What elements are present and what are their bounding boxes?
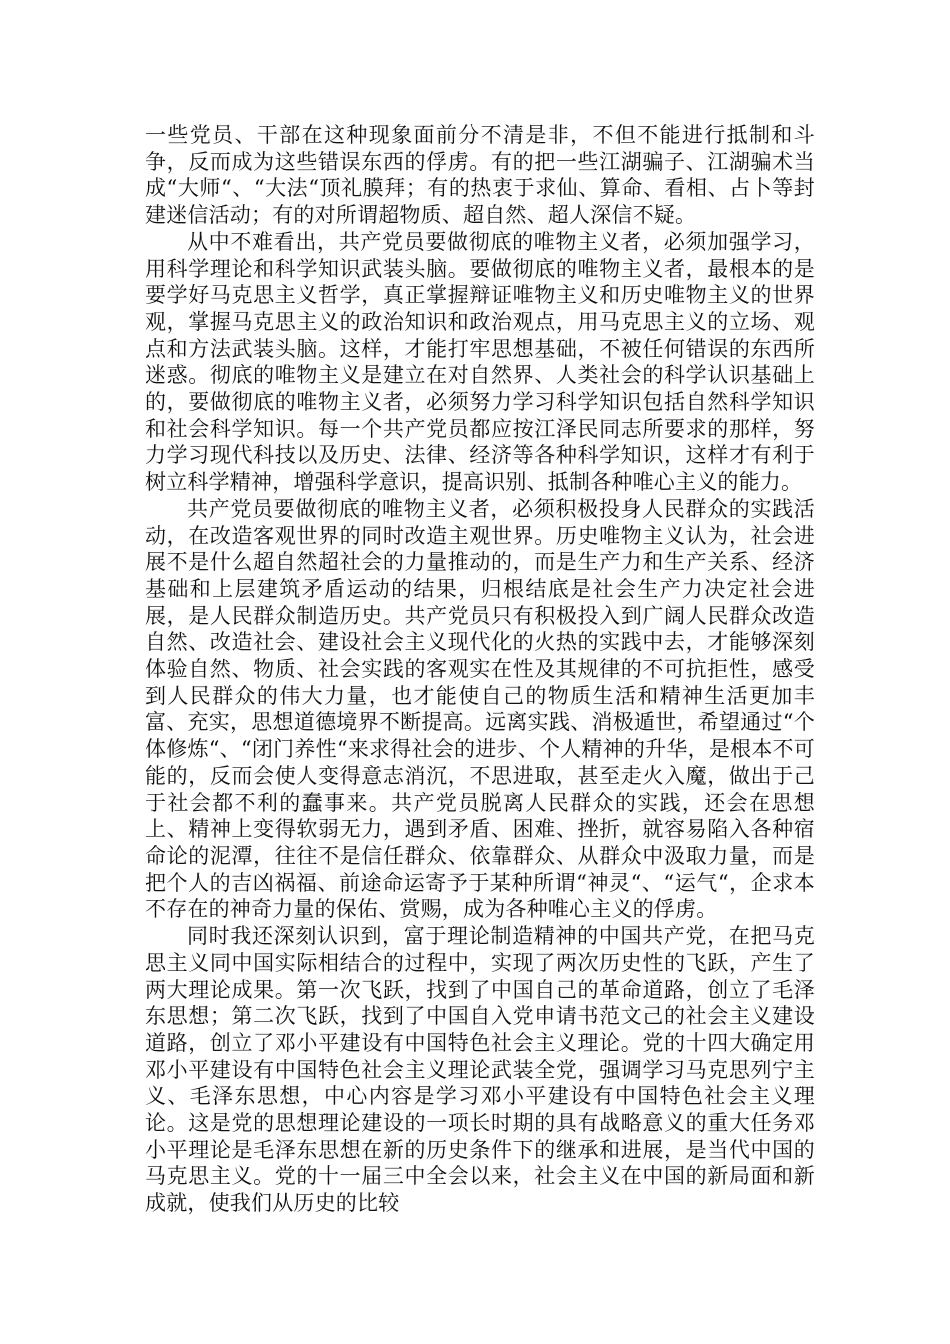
- paragraph-3: 共产党员要做彻底的唯物主义者，必须积极投身人民群众的实践活动，在改造客观世界的同时改造主观世界。历史唯物主义认为，社会进展不是什么超自然超社会的力量推动的，而是生产力和生产关系、经济基础和上层建筑矛盾运动的结果，归根结底是社会生产力决定社会进展，是人民群众制造历史。共产党员只有积极投入到广阔人民群众改造自然、改造社会、建设社会主义现代化的火热的实践中去，才能够深刻体验自然、物质、社会实践的客观实在性及其规律的不可抗拒性，感受到人民群众的伟大力量，也才能使自己的物质生活和精神生活更加丰富、充实，思想道德境界不断提高。远离实践、消极遁世，希望通过“个体修炼“、“闭门养性“来求得社会的进步、个人精神的升华，是根本不可能的，反而会使人变得意志消沉，不思进取，甚至走火入魔，做出于己于社会都不利的蠢事来。共产党员脱离人民群众的实践，还会在思想上、精神上变得软弱无力，遇到矛盾、困难、挫折，就容易陷入各种宿命论的泥潭，往往不是信任群众、依靠群众、从群众中汲取力量，而是把个人的吉凶祸福、前途命运寄予于某种所谓“神灵“、“运气“，企求本不存在的神奇力量的保佑、赏赐，成为各种唯心主义的俘虏。: [145, 496, 815, 922]
- paragraph-4: 同时我还深刻认识到，富于理论制造精神的中国共产党，在把马克思主义同中国实际相结合的过程中，实现了两次历史性的飞跃，产生了两大理论成果。第一次飞跃，找到了中国自己的革命道路，创立了毛泽东思想；第二次飞跃，找到了中国自入党申请书范文己的社会主义建设道路，创立了邓小平建设有中国特色社会主义理论。党的十四大确定用邓小平建设有中国特色社会主义理论武装全党，强调学习马克思列宁主义、毛泽东思想，中心内容是学习邓小平建设有中国特色社会主义理论。这是党的思想理论建设的一项长时期的具有战略意义的重大任务邓小平理论是毛泽东思想在新的历史条件下的继承和进展，是当代中国的马克思主义。党的十一届三中全会以来，社会主义在中国的新局面和新成就，使我们从历史的比较: [145, 924, 815, 1216]
- document-body: [145, 122, 815, 1217]
- paragraph-1: 一些党员、干部在这种现象面前分不清是非，不但不能进行抵制和斗争，反而成为这些错误东西的俘虏。有的把一些江湖骗子、江湖骗术当成“大师“、“大法“顶礼膜拜；有的热衷于求仙、算命、看相、占卜等封建迷信活动；有的对所谓超物质、超自然、超人深信不疑。: [145, 123, 815, 228]
- paragraph-2: 从中不难看出，共产党员要做彻底的唯物主义者，必须加强学习，用科学理论和科学知识武装头脑。要做彻底的唯物主义者，最根本的是要学好马克思主义哲学，真正掌握辩证唯物主义和历史唯物主义的世界观，掌握马克思主义的政治知识和政治观点，用马克思主义的立场、观点和方法武装头脑。这样，才能打牢思想基础，不被任何错误的东西所迷惑。彻底的唯物主义是建立在对自然界、人类社会的科学认识基础上的，要做彻底的唯物主义者，必须努力学习科学知识包括自然科学知识和社会科学知识。每一个共产党员都应按江泽民同志所要求的那样，努力学习现代科技以及历史、法律、经济等各种科学知识，这样才有利于树立科学精神，增强科学意识，提高识别、抵制各种唯心主义的能力。: [145, 229, 815, 495]
